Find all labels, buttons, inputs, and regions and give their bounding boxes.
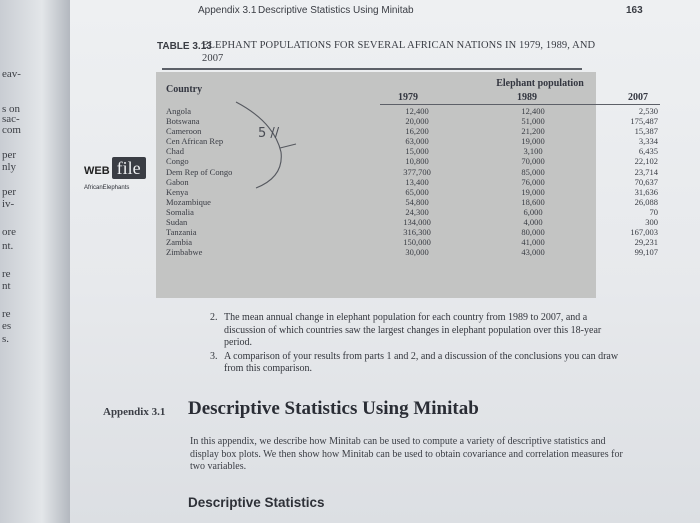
left-page-fragment: re	[2, 268, 11, 280]
left-page-fragment: sac-	[2, 113, 20, 125]
table-cell-2007: 23,714	[634, 166, 658, 177]
table-cell-country: Sudan	[166, 217, 188, 228]
table-cell-1979: 65,000	[405, 186, 429, 197]
table-cell-1979: 24,300	[405, 206, 429, 217]
table-top-rule	[162, 68, 582, 70]
question-item	[210, 351, 630, 376]
left-page-fragment: per	[2, 186, 17, 198]
table-cell-country: Mozambique	[166, 196, 211, 207]
question-text: A comparison of your results from parts 1 and 2, and a discussion of the conclusions you can draw from this comparison.	[224, 350, 619, 374]
table-cell-country: Cen African Rep	[166, 136, 224, 147]
table-cell-1979: 30,000	[405, 247, 429, 258]
table-cell-country: Somalia	[166, 206, 194, 217]
page-number: 163	[626, 5, 643, 16]
table-cell-1979: 12,400	[405, 106, 429, 116]
appendix-body: In this appendix, we describe how Minitab can be used to compute a variety of descriptive statistics and display box plots. We then show how Minitab can be used to obtain covariance and correlation measures for two variables.	[190, 436, 623, 472]
table-cell-1979: 13,400	[405, 176, 429, 187]
left-page-fragment: per	[2, 149, 17, 161]
table-body	[156, 72, 658, 298]
left-page-fragment: re	[2, 308, 11, 320]
table-cell-1989: 76,000	[521, 176, 545, 187]
table-cell-country: Zambia	[166, 237, 192, 248]
table-cell-2007: 15,387	[634, 126, 658, 137]
appendix-title: Descriptive Statistics Using Minitab	[188, 398, 479, 419]
table-cell-2007: 31,636	[634, 186, 658, 197]
pop-1979-column	[388, 106, 446, 257]
question-number: 3.	[210, 350, 218, 362]
left-page-fragment: s.	[2, 333, 10, 345]
table-cell-1989: 70,000	[521, 156, 545, 167]
table-cell-1989: 21,200	[521, 126, 545, 137]
table-cell-1989: 18,600	[521, 196, 545, 207]
table-cell-country: Zimbabwe	[166, 247, 203, 258]
table-cell-1979: 54,800	[405, 196, 429, 207]
col-header-1989: 1989	[517, 92, 537, 103]
table-cell-1989: 19,000	[521, 136, 545, 147]
left-page-fragment: es	[2, 320, 12, 332]
table-cell-1979: 15,000	[405, 146, 429, 157]
table-cell-1989: 4,000	[523, 217, 543, 228]
table-cell-2007: 6,435	[638, 146, 658, 157]
table-caption: ELEPHANT POPULATIONS FOR SEVERAL AFRICAN NATIONS IN 1979, 1989, AND 2007	[202, 40, 596, 64]
table-cell-country: Gabon	[166, 176, 189, 187]
appendix-subheading: Descriptive Statistics	[188, 495, 325, 510]
table-cell-1979: 377,700	[403, 166, 431, 177]
table-cell-1979: 16,200	[405, 126, 429, 137]
pencil-bracket-mark	[236, 102, 346, 212]
table-cell-1979: 316,300	[403, 227, 431, 238]
table-cell-2007: 3,334	[638, 136, 658, 147]
col-header-2007: 2007	[628, 92, 648, 103]
webfile-web: WEB	[84, 165, 110, 177]
left-page-fragment: nly	[2, 161, 17, 173]
table-cell-1989: 12,400	[521, 106, 545, 116]
left-page-fragment: eav-	[2, 68, 21, 80]
table-cell-1979: 150,000	[403, 237, 431, 248]
table-cell-2007: 26,088	[634, 196, 658, 207]
table-cell-1989: 6,000	[523, 206, 543, 217]
col-header-group: Elephant population	[496, 78, 584, 89]
table-cell-2007: 70	[649, 206, 658, 217]
question-number: 2.	[210, 312, 218, 323]
webfile-name: AfricanElephants	[84, 185, 130, 191]
table-cell-1989: 19,000	[521, 186, 545, 197]
running-header-section: Appendix 3.1	[198, 5, 257, 16]
left-page-fragment: nt	[2, 280, 11, 292]
pop-2007-column	[602, 106, 658, 257]
table-cell-country: Kenya	[166, 186, 189, 197]
pencil-note: 5 //	[258, 126, 280, 141]
appendix-label: Appendix 3.1	[103, 406, 166, 418]
book-page	[70, 0, 700, 523]
left-page-fragment: iv-	[2, 198, 15, 210]
left-page-fragment: s on	[2, 103, 21, 115]
running-header-title: Descriptive Statistics Using Minitab	[258, 5, 414, 16]
table-cell-1979: 134,000	[403, 217, 431, 228]
col-header-1979: 1979	[398, 92, 418, 103]
table-cell-1979: 20,000	[405, 116, 429, 127]
table-cell-2007: 22,102	[634, 156, 658, 167]
table-cell-country: Chad	[166, 146, 184, 157]
left-page-fragment: ore	[2, 226, 17, 238]
table-cell-country: Cameroon	[166, 126, 202, 137]
question-list	[210, 312, 630, 377]
table-cell-1989: 51,000	[521, 116, 545, 127]
table-cell-2007: 167,003	[630, 227, 658, 238]
table-cell-2007: 70,637	[634, 176, 658, 187]
table-cell-2007: 2,530	[638, 106, 658, 116]
table-cell-country: Angola	[166, 106, 192, 116]
header-rule	[380, 104, 660, 105]
table-cell-2007: 29,231	[634, 237, 658, 248]
webfile-file: file	[112, 157, 146, 179]
table-cell-country: Dem Rep of Congo	[166, 166, 233, 177]
table-cell-2007: 99,107	[634, 247, 658, 258]
table-cell-country: Tanzania	[166, 227, 197, 238]
table-cell-1989: 43,000	[521, 247, 545, 258]
table-cell-1989: 85,000	[521, 166, 545, 177]
pop-1989-column	[504, 106, 562, 257]
table-cell-country: Botswana	[166, 116, 200, 127]
table-cell-1979: 63,000	[405, 136, 429, 147]
left-adjacent-page	[0, 0, 70, 523]
table-cell-1989: 41,000	[521, 237, 545, 248]
webfile-badge	[84, 157, 146, 191]
left-page-fragment: nt.	[2, 240, 14, 252]
table-cell-2007: 175,487	[630, 116, 658, 127]
table-cell-1989: 3,100	[523, 146, 543, 157]
table-cell-2007: 300	[645, 217, 658, 228]
question-text: The mean annual change in elephant population for each country from 1989 to 2007, and a discussion of which countries saw the largest changes in elephant population over this 18-year period.	[224, 312, 602, 348]
country-column	[166, 106, 232, 257]
left-page-fragment: com	[2, 124, 21, 136]
col-header-country: Country	[166, 84, 203, 95]
table-cell-1979: 10,800	[405, 156, 429, 167]
table-cell-country: Congo	[166, 156, 189, 167]
table-cell-1989: 80,000	[521, 227, 545, 238]
question-item	[210, 312, 630, 350]
table-label: TABLE 3.13	[157, 41, 212, 52]
